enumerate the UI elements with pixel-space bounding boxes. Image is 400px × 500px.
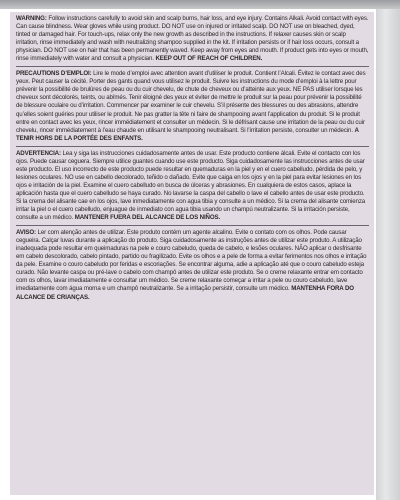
section-body: Lea y siga las instrucciones cuidadosamente antes de usar. Este producto contiene álcali. Evite el contacto con los ojos. Puede causar ceguera. Siempre utilice guantes cuando use este producto. Siga cuidadosamente las instrucciones antes de usar este producto. El uso incorrecto de este producto puede resultar en quemaduras en la piel y en el cuero cabelludo, pérdida de pelo, y lesiones oculares. NO use en cabello decolorado, teñido o dañado. Evite que caiga en los ojos y en la piel para evitar lesiones en los ojos e irritación de la piel. Examine el cuero cabelludo en busca de úlceras y abrasiones. En cualquiera de estos casos, aplace la aplicación hasta que el cuero cabelludo se haya curado. No lavarse la caspa del cabello o lave el cabello antes de usar este producto. Si la crema del alisante cae en los ojos, lave inmediatamente con agua tibia y consulte a un médico. Si la crema del alisante comienza irritar la piel o el cuero cabelludo, enjuague de inmediato con agua tibia usando un champú neutralizante. Si la irritación persiste, consulte a un médico. [16,149,366,222]
section-heading: PRECAUTIONS D’EMPLOI: [16,70,92,78]
warning-section-portuguese [16,229,369,301]
warning-section-spanish [16,150,369,222]
section-divider [16,225,369,226]
section-body: Follow instructions carefully to avoid skin and scalp burns, hair loss, and eye injury. Contains Alkali. Avoid contact with eyes. Can cause blindness. Wear gloves while using product. DO NOT use on injured or irritated scalp. DO NOT use on bleached, dyed, tinted or damaged hair. For touch-ups, relax only the new growth as described in the instructions. If relaxer causes skin or scalp irritation, rinse immediately and wash with neutralizing shampoo supplied in the kit. If irritation persists or if hair loss occurs, consult a physician. DO NOT use on hair that has been permanently waved. Keep away from eyes and mouth. If product gets into eyes or mouth, rinse immediately with water and consult a physician. [16,15,369,63]
section-closing: KEEP OUT OF REACH OF CHILDREN. [155,55,263,63]
box-top-edge [0,0,400,9]
section-heading: AVISO: [16,229,36,237]
section-body: Ler com atenção antes de utilizar. Este produto contém um agente alcalino. Evite o contato com os olhos. Pode causar cegueira. Calçar luvas durante a aplicação do produto. Siga cuidadosamente as instruções antes de utilizar este produto. A utilização inadequada pode resultar em queimaduras na pele e couro cabeludo, queda de cabelo, e lesões oculares. NÃO aplicar o desfrisante em cabelo descolorado, cabelo pintado, partido ou fragilizado. Evite os olhos e a pele de forma a evitar ferimentos nos olhos e irritação da pele. Examine o couro cabeludo por feridas e escoriações. Se encontrar alguma, adie a aplicação até que o couro cabeludo esteja curado. Não levante caspa ou pré-lave o cabelo com champô antes de utilizar este produto. Se o creme relaxante entrar em contacto com os olhos, lavar imediatamente e consultar um médico. Se creme relaxante começar a irritar a pele ou couro cabeludo, lave imediatamente com água morna e um champô neutralizante. Se a irritação persistir, consulte um médico. [16,229,367,293]
section-body: Lire le mode d’emploi avec attention avant d’utiliser le produit. Contient l’Alcali. Évitez le contact avec des yeux. Peut causer la cécité. Porter des gants quand vous utilisez le produit. Suivre les instructions du mode d’emploi à la lettre pour prévenir la possibilité de brulûres de peau ou du cuir chevelu, de chute de cheveux ou d’atteinte aux yeux. NE PAS utiliser lorsque les cheveux sont décolorés, teints, ou abîmés. Tenir éloigné des yeux et éviter de mettre le produit sur la peau pour prévenir la possibilité de blessure oculaire ou d’irritation. Commencer par examiner le cuir chevelu. S’il présente des blessures ou des abrasions, attendre qu’elles soient guéries pour utiliser le produit. Ne pas gratter la tête ni faire de shampooing avant l’application du produit. Si le produit entre en contact avec les yeux, rincer immédiatement et consulter un médecin. Si le défrisant cause une irritation de la peau ou du cuir chevelu, rincer immédiatement à l’eau chaude en utilisant le shampooing neutralisant. Si l’irritation persiste, consulter un médecin. [16,70,366,134]
box-side-fold [376,9,400,500]
section-heading: WARNING: [16,15,47,22]
section-heading: ADVERTENCIA: [16,149,61,157]
section-closing: MANTENHA FORA DO ALCANCE DE CRIANÇAS. [16,285,354,301]
section-closing: A TENIR HORS DE LA PORTÉE DES ENFANTS. [16,126,359,142]
warning-section-french [16,70,369,142]
warnings-panel [10,12,374,495]
section-closing: MANTENER FUERA DEL ALCANCE DE LOS NIÑOS. [74,214,221,222]
warning-section-english [16,15,369,63]
section-divider [16,66,369,67]
section-divider [16,146,369,147]
